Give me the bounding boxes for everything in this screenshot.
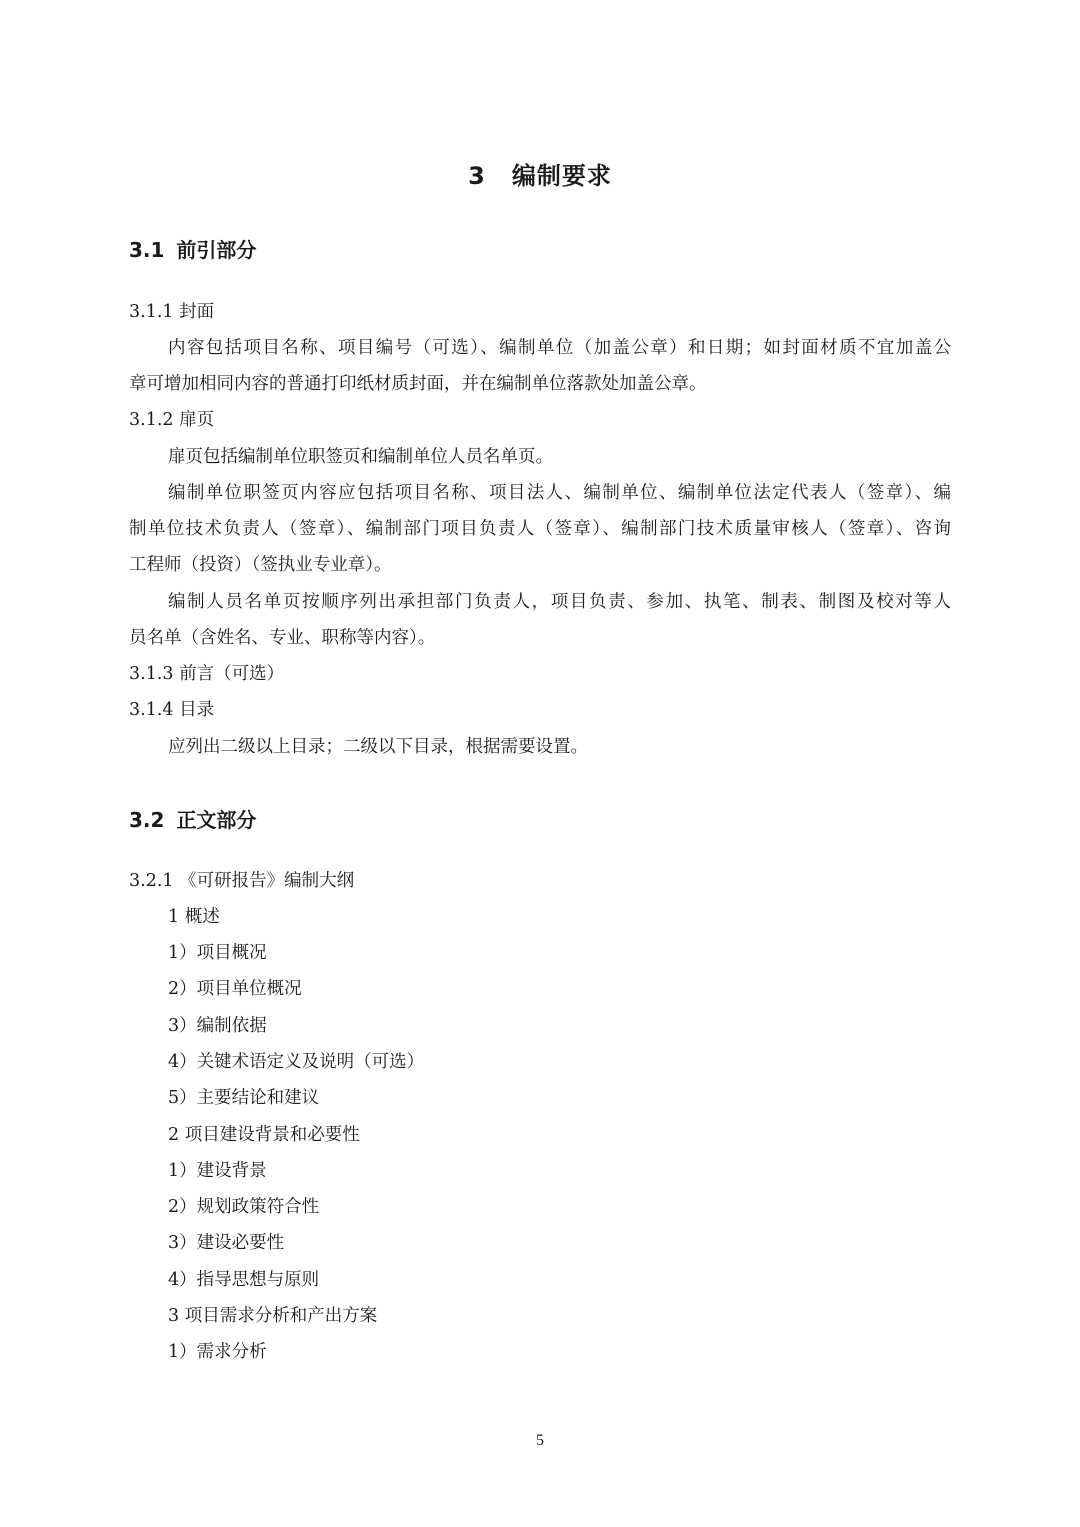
paragraph-line: 章可增加相同内容的普通打印纸材质封面，并在编制单位落款处加盖公章。 (129, 374, 707, 394)
chapter-number: 3 (468, 162, 486, 190)
outline-item: 4）关键术语定义及说明（可选） (168, 1052, 425, 1072)
outline-item: 1）建设背景 (168, 1161, 267, 1181)
outline-item: 3）编制依据 (168, 1016, 267, 1036)
section-title: 正文部分 (176, 808, 257, 832)
section-title: 前引部分 (176, 238, 257, 262)
chapter-title-text: 编制要求 (511, 162, 612, 190)
paragraph-line: 工程师（投资）（签执业专业章）。 (129, 555, 392, 575)
outline-item: 4）指导思想与原则 (168, 1270, 320, 1290)
subsection-heading: 3.2.1 《可研报告》编制大纲 (129, 871, 355, 891)
section-number: 3.2 (129, 808, 165, 832)
subsection-heading: 3.1.1 封面 (129, 302, 215, 322)
paragraph-line: 编制单位职签页内容应包括项目名称、项目法人、编制单位、编制单位法定代表人（签章）、编 (168, 483, 951, 503)
paragraph-line: 应列出二级以上目录；二级以下目录，根据需要设置。 (168, 737, 588, 757)
outline-item: 1）项目概况 (168, 943, 267, 963)
paragraph-line: 员名单（含姓名、专业、职称等内容）。 (129, 628, 436, 648)
subsection-heading: 3.1.4 目录 (129, 700, 215, 720)
chapter-title (0, 156, 1080, 191)
section-heading-3-2 (129, 804, 256, 833)
outline-item: 2）项目单位概况 (168, 979, 302, 999)
section-number: 3.1 (129, 238, 165, 262)
outline-item: 1 概述 (168, 907, 220, 927)
paragraph-line: 制单位技术负责人（签章）、编制部门项目负责人（签章）、编制部门技术质量审核人（签章）、咨询 (129, 519, 951, 539)
subsection-heading: 3.1.2 扉页 (129, 410, 215, 430)
outline-item: 5）主要结论和建议 (168, 1088, 320, 1108)
outline-item: 3）建设必要性 (168, 1233, 285, 1253)
outline-item: 2 项目建设背景和必要性 (168, 1125, 360, 1145)
outline-item: 3 项目需求分析和产出方案 (168, 1306, 378, 1326)
paragraph-line: 扉页包括编制单位职签页和编制单位人员名单页。 (168, 447, 553, 467)
subsection-heading: 3.1.3 前言（可选） (129, 664, 285, 684)
outline-item: 1）需求分析 (168, 1342, 267, 1362)
paragraph-line: 内容包括项目名称、项目编号（可选）、编制单位（加盖公章）和日期；如封面材质不宜加盖公 (168, 338, 951, 358)
section-heading-3-1 (129, 234, 256, 263)
page-number: 5 (536, 1432, 544, 1449)
outline-item: 2）规划政策符合性 (168, 1197, 320, 1217)
paragraph-line: 编制人员名单页按顺序列出承担部门负责人，项目负责、参加、执笔、制表、制图及校对等人 (168, 592, 951, 612)
